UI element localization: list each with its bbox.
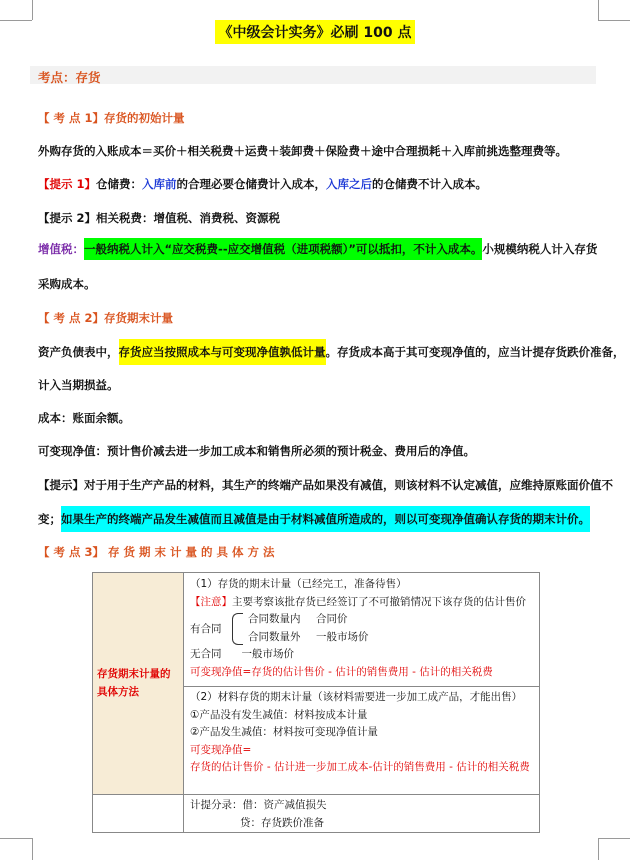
- tip1-text: 的仓储费不计入成本。: [372, 177, 488, 191]
- vat-line: [38, 241, 600, 257]
- tip-text: 变；: [38, 512, 61, 526]
- measure-line: [38, 344, 625, 360]
- crop-mark: [32, 0, 33, 20]
- entry-credit: 贷：存货跌价准备: [240, 816, 324, 829]
- finished-goods-cell: [184, 573, 540, 687]
- tip1-text: 仓储费：: [96, 177, 143, 191]
- nrv-formula-1: 可变现净值=存货的估计售价 - 估计的销售费用 - 估计的相关税费: [190, 665, 493, 678]
- brace-icon: [232, 613, 243, 645]
- nrv-label: 可变现净值=: [190, 743, 252, 756]
- note-text: 主要考察该批存货已经签订了不可撤销情况下该存货的估计售价: [232, 595, 526, 608]
- note-line: [184, 594, 539, 612]
- section2-heading: 【 考 点 2】存货期末计量: [38, 311, 174, 325]
- crop-mark: [598, 838, 599, 860]
- vat-line-2: 采购成本。: [38, 277, 96, 291]
- section3-heading: 【 考 点 3】 存 货 期 末 计 量 的 具 体 方 法: [38, 545, 275, 559]
- impairment: ②产品发生减值：材料按可变现净值计量: [190, 726, 378, 738]
- no-contract-line: [184, 646, 539, 664]
- nrv-formula-2: 存货的估计售价 - 估计进一步加工成本-估计的销售费用 - 估计的相关税费: [190, 761, 530, 773]
- no-impairment: ①产品没有发生减值：材料按成本计量: [190, 708, 368, 721]
- method-label: 存货期末计量的具体方法: [93, 573, 184, 795]
- cost-def: 成本：账面余额。: [38, 411, 130, 425]
- finished-goods-title: （1）存货的期末计量（已经完工，准备待售）: [190, 578, 407, 590]
- within-price: 合同价: [316, 613, 348, 625]
- crop-mark: [0, 838, 32, 839]
- contract-block: [184, 611, 539, 646]
- no-contract-price: 一般市场价: [241, 648, 294, 660]
- vat-highlight: 一般纳税人计入“应交税费--应交增值税（进项税额）”可以抵扣，不计入成本。: [84, 238, 482, 260]
- entry-cell: [184, 795, 540, 833]
- measure-highlight: 存货应当按照成本与可变现净值孰低计量: [119, 339, 326, 365]
- nrv-def: 可变现净值：预计售价减去进一步加工成本和销售所必须的预计税金、费用后的净值。: [38, 444, 475, 458]
- tip1-after: 入库之后: [326, 177, 373, 191]
- tip1-label: 【提示 1】: [38, 177, 97, 191]
- section1-heading: 【 考 点 1】存货的初始计量: [38, 111, 185, 125]
- materials-title: （2）材料存货的期末计量（该材料需要进一步加工成产品，才能出售）: [190, 691, 523, 703]
- measure-text: 资产负债表中，: [38, 345, 119, 359]
- tip-line-1: 【提示】对于用于生产产品的材料，其生产的终端产品如果没有减值，则该材料不认定减值，应维持原账面价值不: [38, 478, 613, 492]
- outside-price: 一般市场价: [316, 631, 369, 643]
- outside-label: 合同数量外: [248, 631, 301, 643]
- crop-mark: [598, 0, 599, 20]
- empty-cell: [93, 795, 184, 833]
- page-title: 《中级会计实务》必刷 100 点: [215, 20, 416, 44]
- cost-formula: 外购存货的入账成本＝买价＋相关税费＋运费＋装卸费＋保险费＋途中合理损耗＋入库前挑选整理费等。: [38, 144, 567, 158]
- contract-label: 有合同: [190, 623, 222, 635]
- within-label: 合同数量内: [248, 613, 301, 625]
- tip1-text: 的合理必要仓储费计入成本，: [176, 177, 327, 191]
- tip2: 【提示 2】相关税费：增值税、消费税、资源税: [38, 211, 281, 225]
- tip1-before: 入库前: [142, 177, 177, 191]
- method-table: [92, 572, 540, 833]
- entry-debit: 计提分录：借：资产减值损失: [190, 799, 327, 811]
- crop-mark: [598, 838, 630, 839]
- measure-text: 。存货成本高于其可变现净值的，应当计提存货跌价准备，: [325, 345, 625, 359]
- note-label: 【注意】: [190, 595, 232, 608]
- no-contract-label: 无合同: [190, 648, 222, 660]
- materials-cell: [184, 687, 540, 795]
- tip1: [38, 176, 600, 192]
- vat-rest: 小规模纳税人计入存货: [482, 242, 598, 256]
- title-wrap: [0, 20, 630, 44]
- topic-heading: 考点：存货: [38, 70, 101, 85]
- tip-line-2: [38, 511, 600, 527]
- topic-bar: [30, 66, 596, 84]
- measure-line-2: 计入当期损益。: [38, 378, 119, 392]
- tip-highlight: 如果生产的终端产品发生减值而且减值是由于材料减值所造成的，则以可变现净值确认存货的期末计价。: [61, 506, 590, 532]
- vat-label: 增值税：: [38, 242, 84, 256]
- crop-mark: [32, 838, 33, 860]
